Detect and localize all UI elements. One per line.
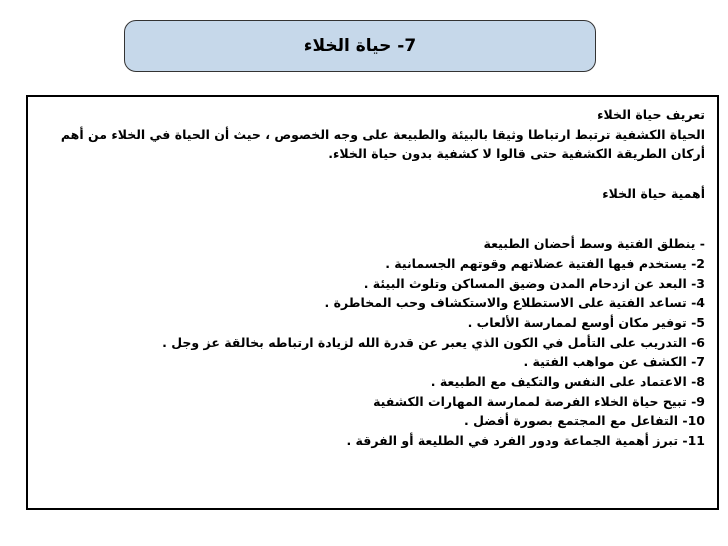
importance-item: 10- التفاعل مع المجتمع بصورة أفضل . (464, 413, 705, 429)
importance-item: 5- توفير مكان أوسع لممارسة الألعاب . (467, 314, 705, 330)
spacer (36, 223, 705, 234)
definition-heading: تعريف حياة الخلاء (597, 107, 705, 122)
importance-item: 11- تبرز أهمية الجماعة ودور الفرد في الطليعة أو الفرقة . (346, 433, 705, 448)
content-box (26, 95, 719, 510)
definition-line: أركان الطريقة الكشفية حتى قالوا لا كشفية بدون حياة الخلاء. (328, 146, 705, 162)
importance-item: 8- الاعتماد على النفس والتكيف مع الطبيعة . (430, 373, 705, 389)
importance-item: 4- تساعد الفتية على الاستطلاع والاستكشاف وحب المخاطرة . (324, 295, 705, 311)
importance-item: 9- تبيح حياة الخلاء الفرصة لممارسة المهارات الكشفية (373, 393, 705, 409)
spacer (36, 203, 705, 223)
definition-line: الحياة الكشفية ترتبط ارتباطا وثيقا بالبيئة والطبيعة على وجه الخصوص ، حيث أن الحياة في الخلاء من أهم (60, 126, 705, 142)
slide-title-box (124, 20, 596, 72)
importance-item: - ينطلق الفتية وسط أحضان الطبيعة (483, 236, 705, 252)
importance-item: 3- البعد عن ازدحام المدن وضيق المساكن وتلوث البيئة . (363, 275, 705, 291)
importance-item: 2- يستخدم فيها الفتية عضلاتهم وقوتهم الجسمانية . (385, 255, 705, 271)
importance-item: 7- الكشف عن مواهب الفتية . (523, 354, 705, 370)
importance-item: 6- التدريب على التأمل في الكون الذي يعبر عن قدرة الله لزيادة ارتباطه بخالقة عز وجل . (162, 334, 705, 350)
spacer (36, 164, 705, 184)
importance-heading: أهمية حياة الخلاء (602, 185, 705, 201)
slide-title: 7- حياة الخلاء (303, 36, 417, 56)
